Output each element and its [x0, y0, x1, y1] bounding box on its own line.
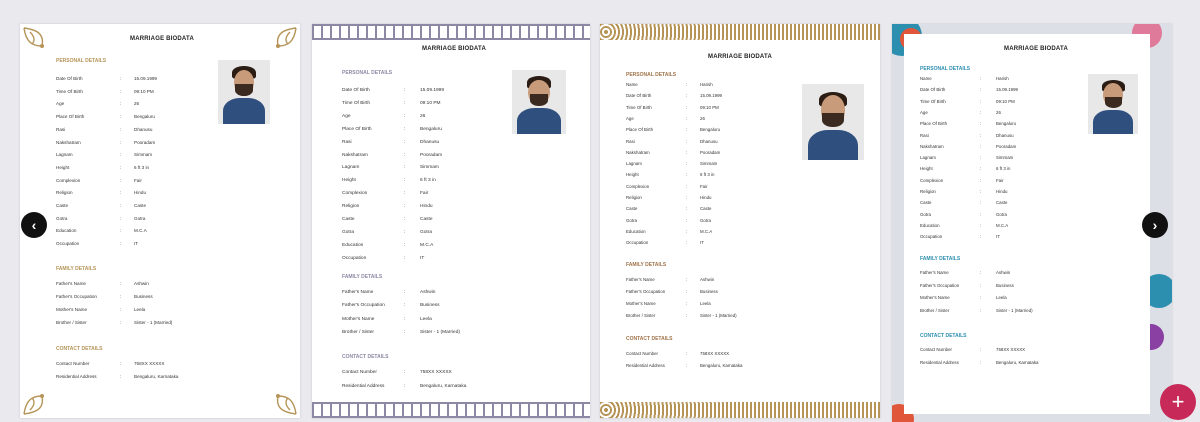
field-value: Business: [420, 303, 440, 309]
field-label: Age: [626, 115, 634, 121]
field-label: Age: [342, 113, 351, 119]
field-label: Name: [626, 82, 638, 87]
field-value: Dhanusu: [996, 132, 1014, 138]
field-separator: :: [120, 88, 122, 94]
field-value: M.C.A: [996, 222, 1009, 228]
field-value: 09:10 PM: [700, 104, 719, 110]
field-label: Education: [920, 222, 940, 228]
field-label: Nakshatram: [342, 152, 368, 158]
field-label: Place Of Birth: [56, 114, 85, 120]
field-label: Nakshatram: [626, 149, 650, 155]
field-value: Bengaluru: [700, 127, 721, 133]
field-label: Religion: [342, 204, 360, 210]
field-separator: :: [686, 138, 688, 144]
field-label: Rasi: [920, 132, 929, 138]
field-separator: :: [120, 114, 122, 120]
field-label: Gotra: [920, 211, 931, 217]
field-label: Mother's Name: [56, 307, 88, 312]
field-separator: :: [686, 363, 688, 368]
field-separator: :: [980, 132, 982, 138]
field-value: Ashwin: [420, 290, 436, 295]
field-value: Caste: [420, 217, 433, 222]
field-label: Time Of Birth: [920, 98, 946, 104]
field-value: Caste: [700, 206, 712, 212]
field-separator: :: [980, 295, 982, 301]
field-label: Place Of Birth: [626, 127, 654, 133]
field-value: 15.09.1999: [420, 88, 445, 93]
field-label: Caste: [920, 200, 932, 206]
field-separator: :: [120, 307, 122, 312]
field-separator: :: [120, 361, 122, 366]
field-label: Brother / Sister: [56, 320, 87, 325]
field-separator: :: [404, 88, 406, 93]
gold-ornament-icon: [254, 26, 298, 64]
field-separator: :: [686, 104, 688, 110]
field-value: M.C.A: [700, 228, 713, 234]
field-label: Residential Address: [920, 359, 959, 365]
field-value: Leela: [996, 295, 1007, 301]
field-label: Contact Number: [56, 361, 90, 366]
field-label: Lagnam: [920, 155, 936, 161]
field-label: Religion: [920, 189, 936, 194]
field-value: Pooradam: [420, 152, 443, 158]
field-label: Lagnam: [626, 161, 642, 167]
field-value: Leela: [134, 307, 146, 312]
field-label: Occupation: [342, 255, 367, 261]
field-value: Harish: [700, 82, 713, 87]
field-label: Height: [626, 172, 639, 178]
field-value: 26: [700, 115, 705, 121]
family-details-heading: FAMILY DETAILS: [626, 262, 667, 268]
field-label: Rasi: [56, 126, 66, 132]
field-separator: :: [404, 126, 406, 132]
field-separator: :: [120, 241, 122, 247]
field-label: Father's Name: [342, 290, 374, 295]
field-separator: :: [686, 161, 688, 167]
field-separator: :: [686, 183, 688, 189]
field-separator: :: [120, 215, 122, 221]
field-separator: :: [980, 359, 982, 365]
field-separator: :: [404, 242, 406, 248]
field-label: Age: [56, 101, 65, 107]
field-value: Pooradam: [134, 139, 156, 145]
field-value: Fair: [700, 183, 708, 189]
field-separator: :: [980, 308, 982, 314]
field-separator: :: [686, 115, 688, 121]
field-separator: :: [980, 234, 982, 240]
family-details-heading: FAMILY DETAILS: [342, 274, 383, 280]
field-value: Fair: [134, 177, 142, 183]
field-label: Date Of Birth: [920, 87, 946, 93]
field-label: Residential Address: [56, 374, 97, 379]
field-label: Education: [56, 228, 77, 234]
field-value: Business: [996, 282, 1014, 288]
field-separator: :: [404, 191, 406, 197]
field-value: Gotra: [420, 229, 432, 235]
field-separator: :: [404, 217, 406, 222]
field-separator: :: [980, 211, 982, 217]
field-label: Complexion: [920, 177, 944, 183]
field-label: Brother / Sister: [342, 329, 374, 335]
carousel-next-button[interactable]: [1142, 212, 1168, 238]
field-label: Date Of Birth: [342, 88, 370, 93]
field-label: Brother / Sister: [920, 308, 950, 314]
field-value: Hindu: [700, 195, 712, 200]
carousel-prev-button[interactable]: [21, 212, 47, 238]
field-label: Gotra: [626, 217, 637, 223]
field-label: Nakshatram: [920, 143, 944, 149]
field-value: 6 ft 3 in: [996, 166, 1011, 172]
field-separator: :: [686, 82, 688, 87]
field-label: Education: [626, 228, 646, 234]
field-value: 26: [420, 113, 426, 119]
gold-ornament-icon: [22, 378, 66, 416]
personal-details-heading: PERSONAL DETAILS: [626, 72, 677, 78]
personal-details-heading: PERSONAL DETAILS: [56, 58, 107, 64]
field-separator: :: [404, 290, 406, 295]
field-label: Father's Name: [56, 281, 86, 286]
field-separator: :: [120, 126, 122, 132]
field-separator: :: [980, 270, 982, 275]
field-label: Caste: [56, 203, 69, 208]
field-label: Gotra: [56, 215, 68, 221]
field-label: Complexion: [56, 177, 81, 183]
field-value: Gotra: [996, 211, 1007, 217]
field-value: IT: [996, 234, 1000, 240]
field-value: 09:10 PM: [420, 100, 441, 106]
field-label: Rasi: [342, 139, 352, 145]
field-separator: :: [404, 255, 406, 261]
document-title: MARRIAGE BIODATA: [708, 54, 772, 60]
field-label: Contact Number: [920, 347, 952, 352]
field-separator: :: [686, 127, 688, 133]
field-value: Pooradam: [700, 149, 721, 155]
field-value: Ashwin: [134, 281, 149, 286]
field-label: Complexion: [342, 191, 368, 197]
field-value: Dhanusu: [420, 139, 440, 145]
field-label: Gotra: [342, 229, 354, 235]
field-value: Hindu: [420, 204, 433, 210]
field-separator: :: [686, 277, 688, 282]
field-label: Mother's Name: [920, 295, 950, 301]
field-separator: :: [686, 172, 688, 178]
field-value: Sister - 1 (Married): [700, 313, 737, 318]
field-separator: :: [686, 313, 688, 318]
field-label: Religion: [626, 195, 642, 200]
field-value: M.C.A: [420, 242, 434, 248]
field-separator: :: [686, 93, 688, 99]
field-value: 15.09.1999: [134, 76, 157, 81]
field-value: 09:10 PM: [996, 98, 1015, 104]
field-label: Brother / Sister: [626, 313, 656, 318]
field-separator: :: [120, 101, 122, 107]
field-label: Age: [920, 109, 928, 115]
field-label: Father's Occupation: [626, 289, 666, 294]
field-separator: :: [980, 177, 982, 183]
field-value: 6 ft 3 in: [134, 164, 150, 170]
field-separator: :: [120, 190, 122, 196]
field-value: Simmam: [700, 161, 718, 167]
field-value: Simmam: [996, 155, 1014, 161]
profile-photo: [512, 70, 566, 134]
field-value: Bengaluru, Karnataka: [134, 374, 179, 379]
field-value: Business: [134, 294, 153, 299]
field-value: Business: [700, 289, 718, 294]
plus-icon: +: [1171, 389, 1185, 414]
field-value: 15.09.1999: [700, 93, 722, 99]
field-label: Mother's Name: [342, 316, 375, 322]
field-separator: :: [686, 289, 688, 294]
field-separator: :: [404, 303, 406, 309]
field-separator: :: [686, 217, 688, 223]
field-label: Complexion: [626, 183, 650, 189]
family-details-heading: FAMILY DETAILS: [920, 256, 961, 262]
field-value: 758XX XXXXX: [700, 351, 730, 356]
template-card-purple[interactable]: [312, 24, 590, 418]
field-separator: :: [120, 203, 122, 208]
field-label: Height: [56, 164, 70, 170]
field-value: Simmam: [420, 165, 439, 171]
field-value: Bengaluru: [996, 121, 1017, 127]
field-separator: :: [686, 206, 688, 212]
field-separator: :: [404, 100, 406, 106]
field-value: Fair: [420, 191, 429, 197]
template-card-gold[interactable]: [20, 24, 300, 418]
field-label: Religion: [56, 190, 73, 196]
field-label: Time Of Birth: [626, 104, 652, 110]
field-label: Time Of Birth: [56, 88, 83, 94]
field-value: 6 ft 3 in: [420, 178, 436, 184]
field-label: Date Of Birth: [626, 93, 652, 99]
field-label: Father's Occupation: [342, 303, 385, 309]
field-separator: :: [980, 109, 982, 115]
field-separator: :: [980, 87, 982, 93]
field-label: Height: [342, 178, 356, 184]
profile-photo: [802, 84, 864, 160]
field-separator: :: [120, 320, 122, 325]
field-label: Mother's Name: [626, 301, 656, 306]
field-separator: :: [404, 178, 406, 184]
field-value: Bengaluru, Karnataka: [700, 363, 743, 368]
field-label: Caste: [626, 206, 638, 212]
field-value: Pooradam: [996, 143, 1017, 149]
field-separator: :: [120, 374, 122, 379]
field-label: Name: [920, 76, 932, 81]
field-value: Leela: [420, 316, 432, 322]
field-label: Occupation: [56, 241, 80, 247]
field-label: Occupation: [626, 240, 649, 246]
field-separator: :: [980, 98, 982, 104]
field-separator: :: [980, 347, 982, 352]
field-label: Place Of Birth: [342, 126, 372, 132]
field-value: IT: [700, 240, 704, 246]
field-value: Ashwin: [996, 270, 1011, 275]
field-separator: :: [120, 139, 122, 145]
field-value: Bengaluru: [134, 114, 155, 120]
field-value: Bengaluru: [420, 126, 442, 132]
field-label: Place Of Birth: [920, 121, 948, 127]
field-separator: :: [404, 165, 406, 171]
field-value: Harish: [996, 76, 1009, 81]
field-value: IT: [420, 255, 425, 261]
field-label: Residential Address: [342, 383, 385, 389]
field-separator: :: [980, 143, 982, 149]
field-separator: :: [120, 228, 122, 234]
field-value: 758XX XXXXX: [420, 370, 452, 375]
field-separator: :: [686, 195, 688, 200]
field-value: Hindu: [996, 189, 1008, 194]
field-label: Nakshatram: [56, 139, 81, 145]
field-value: Gotra: [700, 217, 711, 223]
personal-details-heading: PERSONAL DETAILS: [920, 66, 971, 72]
field-label: Contact Number: [342, 370, 377, 375]
field-separator: :: [686, 351, 688, 356]
field-value: 09:10 PM: [134, 88, 154, 94]
field-value: Leela: [700, 301, 711, 306]
field-label: Contact Number: [626, 351, 658, 356]
contact-details-heading: CONTACT DETAILS: [56, 346, 103, 352]
field-value: Bengaluru, Karnataka: [420, 383, 467, 389]
field-value: Simmam: [134, 152, 153, 158]
field-value: 758XX XXXXX: [996, 347, 1026, 352]
field-value: 26: [134, 101, 140, 107]
field-value: Sister - 1 (Married): [996, 308, 1033, 314]
field-label: Caste: [342, 217, 355, 222]
template-card-floral[interactable]: [892, 24, 1172, 422]
field-value: Sister - 1 (Married): [134, 320, 173, 325]
field-separator: :: [686, 301, 688, 306]
field-value: 758XX XXXXX: [134, 361, 165, 366]
field-separator: :: [980, 121, 982, 127]
lotus-border-bottom: [600, 402, 880, 418]
decorative-border-bottom: [312, 402, 590, 418]
document-title: MARRIAGE BIODATA: [1004, 46, 1068, 52]
field-separator: :: [404, 383, 406, 389]
profile-photo: [1088, 74, 1138, 134]
field-separator: :: [980, 200, 982, 206]
field-separator: :: [120, 152, 122, 158]
add-button[interactable]: [1160, 384, 1196, 420]
field-separator: :: [404, 329, 406, 335]
field-separator: :: [120, 164, 122, 170]
field-label: Father's Occupation: [920, 282, 960, 288]
field-value: IT: [134, 241, 139, 247]
field-value: Caste: [996, 200, 1008, 206]
field-separator: :: [980, 189, 982, 194]
field-separator: :: [980, 155, 982, 161]
field-value: Ashwin: [700, 277, 715, 282]
field-value: 6 ft 3 in: [700, 172, 715, 178]
field-value: 26: [996, 109, 1001, 115]
field-separator: :: [980, 166, 982, 172]
field-label: Occupation: [920, 234, 943, 240]
field-separator: :: [120, 76, 122, 81]
field-label: Time Of Birth: [342, 100, 371, 106]
field-label: Residential Address: [626, 363, 665, 368]
field-label: Father's Name: [920, 270, 949, 275]
field-value: Fair: [996, 177, 1004, 183]
field-separator: :: [686, 240, 688, 246]
field-value: Hindu: [134, 190, 147, 196]
contact-details-heading: CONTACT DETAILS: [920, 333, 967, 339]
decorative-border-top: [312, 24, 590, 40]
field-value: Bengaluru, Karnataka: [996, 359, 1039, 365]
field-label: Education: [342, 242, 364, 248]
field-separator: :: [404, 139, 406, 145]
lotus-border-top: [600, 24, 880, 40]
field-value: M.C.A: [134, 228, 147, 234]
contact-details-heading: CONTACT DETAILS: [342, 354, 389, 360]
field-label: Lagnam: [56, 152, 73, 158]
field-value: Sister - 1 (Married): [420, 329, 460, 335]
field-label: Date Of Birth: [56, 76, 83, 81]
document-title: MARRIAGE BIODATA: [422, 46, 486, 52]
template-card-lotus[interactable]: [600, 24, 880, 418]
field-separator: :: [686, 149, 688, 155]
profile-photo: [218, 60, 270, 124]
field-label: Height: [920, 166, 933, 172]
field-value: Dhanusu: [134, 126, 153, 132]
field-value: Gotra: [134, 215, 146, 221]
field-label: Father's Name: [626, 277, 655, 282]
field-separator: :: [404, 229, 406, 235]
field-separator: :: [404, 204, 406, 210]
field-separator: :: [404, 152, 406, 158]
field-separator: :: [120, 294, 122, 299]
field-label: Father's Occupation: [56, 294, 97, 299]
contact-details-heading: CONTACT DETAILS: [626, 336, 673, 342]
field-separator: :: [120, 177, 122, 183]
field-separator: :: [404, 113, 406, 119]
field-value: Caste: [134, 203, 147, 208]
family-details-heading: FAMILY DETAILS: [56, 266, 97, 272]
field-separator: :: [980, 76, 982, 81]
field-value: 15.09.1999: [996, 87, 1018, 93]
field-separator: :: [980, 282, 982, 288]
field-label: Lagnam: [342, 165, 360, 171]
gold-ornament-icon: [254, 378, 298, 416]
field-separator: :: [980, 222, 982, 228]
field-separator: :: [686, 228, 688, 234]
field-value: Dhanusu: [700, 138, 718, 144]
document-title: MARRIAGE BIODATA: [130, 36, 194, 42]
field-separator: :: [404, 370, 406, 375]
chevron-left-icon: ‹: [31, 217, 37, 233]
personal-details-heading: PERSONAL DETAILS: [342, 70, 393, 76]
field-label: Rasi: [626, 138, 635, 144]
field-separator: :: [404, 316, 406, 322]
field-separator: :: [120, 281, 122, 286]
chevron-right-icon: ›: [1152, 217, 1158, 233]
